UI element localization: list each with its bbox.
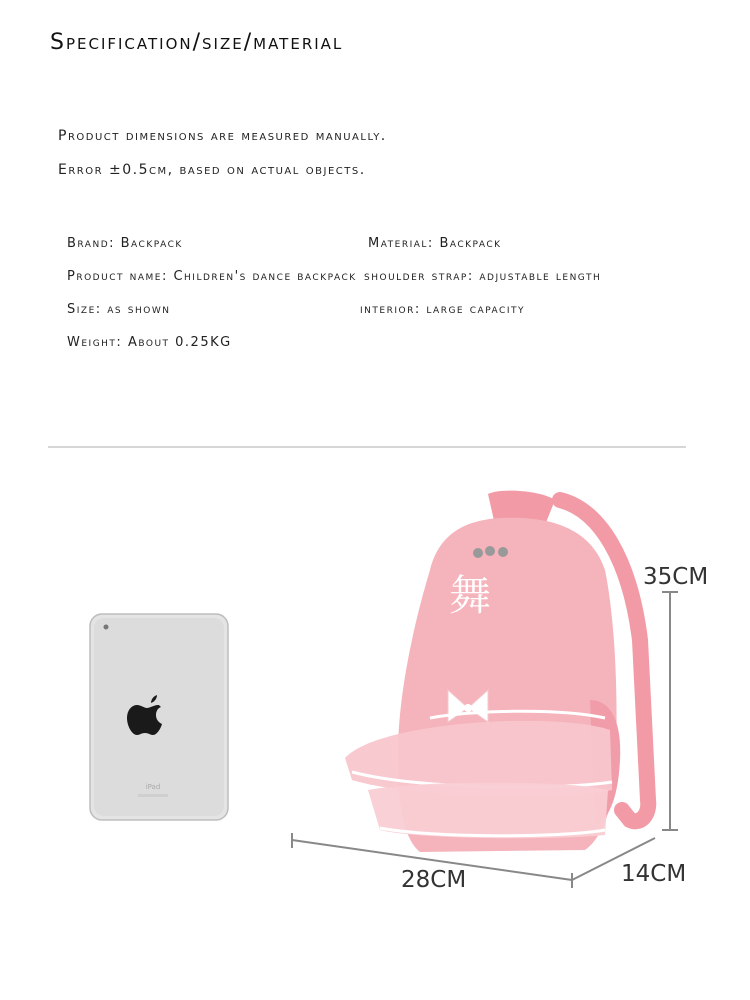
note-error: Error ±0.5cm, based on actual objects. — [58, 162, 366, 178]
width-dimension-label: 28CM — [401, 867, 467, 893]
depth-dimension-label: 14CM — [621, 861, 687, 887]
spec-interior: interior: large capacity — [360, 302, 525, 317]
height-dimension-label: 35CM — [643, 564, 709, 590]
spec-brand: Brand: Backpack — [67, 236, 183, 251]
tablet-model-label: iPad — [145, 783, 161, 791]
spec-product-name: Product name: Children's dance backpack — [67, 269, 357, 284]
spec-size: Size: as shown — [67, 302, 171, 317]
page-title: Specification/size/material — [50, 30, 344, 55]
spec-material: Material: Backpack — [368, 236, 502, 251]
spec-shoulder-strap: shoulder strap: adjustable length — [364, 269, 602, 284]
note-measurement: Product dimensions are measured manually. — [58, 128, 387, 144]
backpack-image — [345, 491, 648, 852]
dance-logo-icon: 舞 — [448, 571, 492, 620]
spec-weight: Weight: About 0.25KG — [67, 335, 232, 350]
tablet-image — [90, 614, 228, 820]
